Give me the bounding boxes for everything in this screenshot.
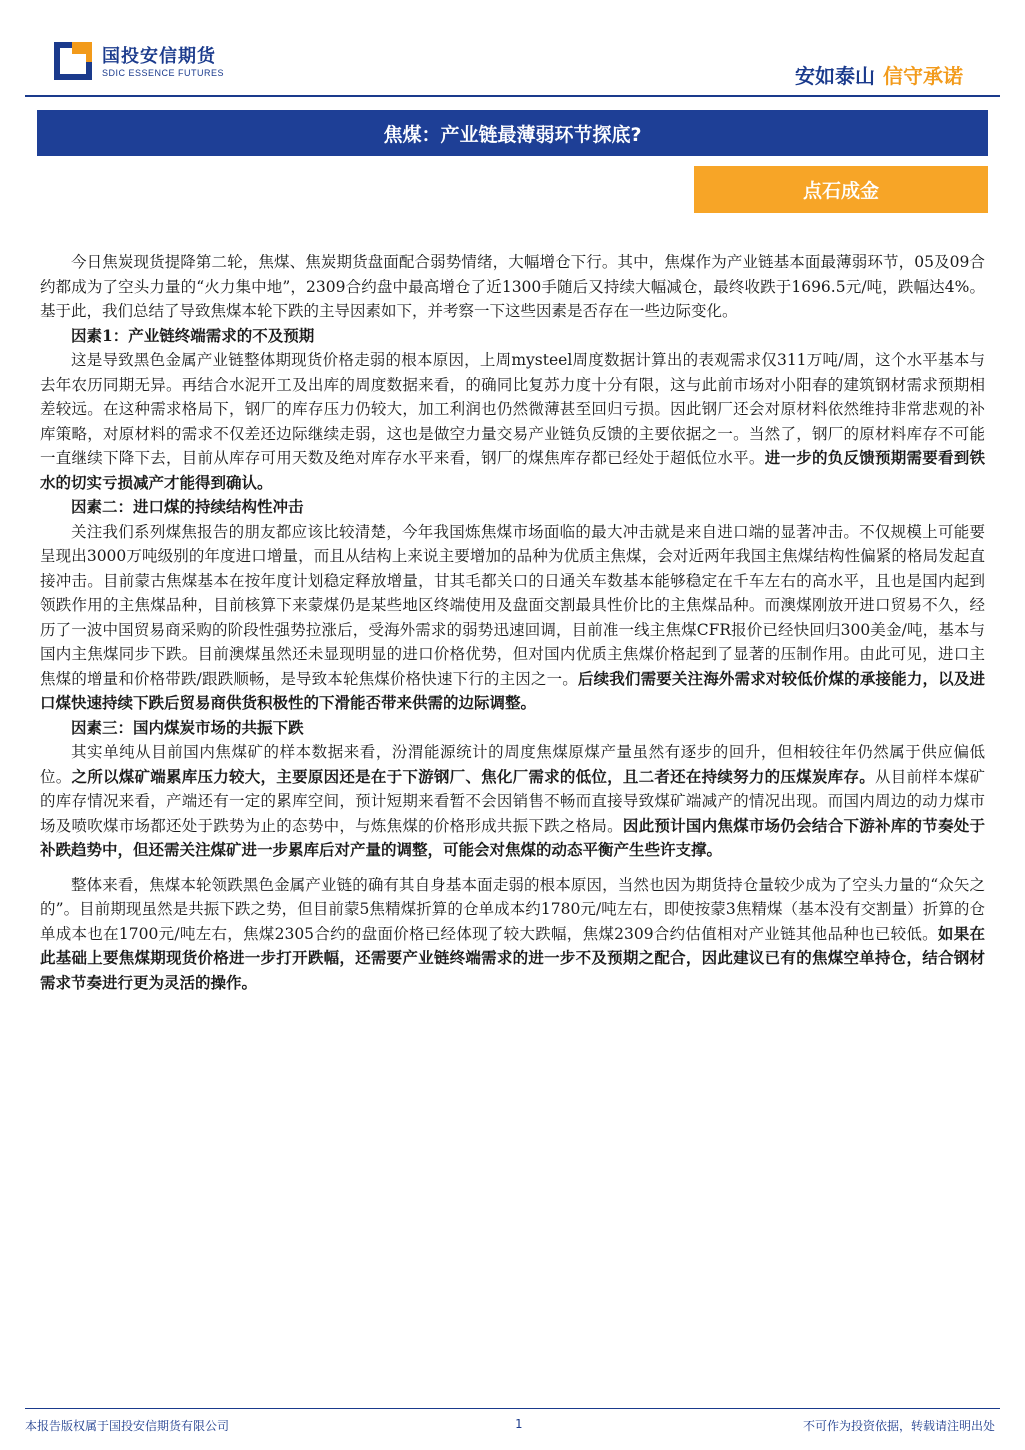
section-3-paragraph bbox=[40, 740, 985, 863]
section-2-conclusion: 后续我们需要关注海外需求对较低价煤的承接能力，以及进口煤快速持续下跌后贸易商供货积极性的下滑能否带来供需的边际调整。 bbox=[40, 668, 985, 712]
section-heading-2: 因素二：进口煤的持续结构性冲击 bbox=[71, 497, 304, 516]
section-2-text: 关注我们系列煤焦报告的朋友都应该比较清楚，今年我国炼焦煤市场面临的最大冲击就是来自进口端的显著冲击。不仅规模上可能要呈现出3000万吨级别的年度进口增量，而且从结构上来说主要增加的品种为优质主焦煤，会对近两年我国主焦煤结构性偏紧的格局发起直接冲击。目前蒙古焦煤基本在按年度计划稳定释放增量，甘其毛都关口的日通关车数基本能够稳定在千车左右的高水平，且也是国内起到领跌作用的主焦煤品种，目前核算下来蒙煤仍是某些地区终端使用及盘面交割最具性价比的主焦煤品种。而澳煤刚放开进口贸易不久，经历了一波中国贸易商采购的阶段性强势拉涨后，受海外需求的弱势迅速回调，目前准一线主焦煤CFR报价已经快回归300美金/吨，基本与国内主焦煤同步下跌。目前澳煤虽然还未显现明显的进口价格优势，但对国内优质主焦煤价格起到了显著的压制作用。由此可见，进口主焦煤的增量和价格带跌/跟跌顺畅，是导致本轮焦煤价格快速下行的主因之一。 bbox=[40, 522, 985, 688]
section-3-text-a: 其实单纯从目前国内焦煤矿的样本数据来看，汾渭能源统计的周度焦煤原煤产量虽然有逐步的回升，但相较往年仍然属于供应偏低位。 bbox=[40, 743, 985, 786]
page-number: 1 bbox=[515, 1417, 523, 1431]
section-3-emphasis-a: 之所以煤矿端累库压力较大，主要原因还是在于下游钢厂、焦化厂需求的低位，且二者还在持续努力的压煤炭库存。 bbox=[71, 766, 875, 786]
section-3-text-b: 从目前样本煤矿的库存情况来看，产端还有一定的累库空间，预计短期来看暂不会因销售不畅而直接导致煤矿端减产的情况出现。而国内周边的动力煤市场及喷吹煤市场都还处于跌势为止的态势中，与炼焦煤的价格形成共振下跌之格局。 bbox=[40, 767, 985, 835]
header-divider bbox=[25, 95, 1000, 97]
logo-english-name: SDIC ESSENCE FUTURES bbox=[102, 68, 225, 78]
slogan-part-1: 安如泰山 bbox=[795, 64, 875, 88]
section-1-conclusion: 进一步的负反馈预期需要看到铁水的切实亏损减产才能得到确认。 bbox=[40, 448, 985, 492]
logo-mark-icon bbox=[52, 40, 94, 82]
section-2-paragraph bbox=[40, 520, 985, 716]
report-body bbox=[40, 250, 985, 995]
section-3-conclusion: 因此预计国内焦煤市场仍会结合下游补库的节奏处于补跌趋势中，但还需关注煤矿进一步累库后对产量的调整，可能会对焦煤的动态平衡产生些许支撑。 bbox=[40, 815, 985, 859]
section-heading-3: 因素三：国内煤炭市场的共振下跌 bbox=[71, 717, 304, 737]
footer-copyright: 本报告版权属于国投安信期货有限公司 bbox=[25, 1419, 230, 1433]
footer-divider bbox=[25, 1408, 1000, 1409]
summary-text: 整体来看，焦煤本轮领跌黑色金属产业链的确有其自身基本面走弱的根本原因，当然也因为期货持仓量较少成为了空头力量的“众矢之的”。目前期现虽然是共振下跌之势，但目前蒙5焦精煤折算的仓单成本约1780元/吨左右，即使按蒙3焦精煤（基本没有交割量）折算的仓单成本也在1700元/吨左右，焦煤2305合约的盘面价格已经体现了较大跌幅，焦煤2309合约估值相对产业链其他品种也已较低。 bbox=[40, 875, 985, 943]
footer-disclaimer: 不可作为投资依据，转载请注明出处 bbox=[802, 1419, 995, 1433]
section-1-paragraph bbox=[40, 348, 985, 495]
section-1-text: 这是导致黑色金属产业链整体期现货价格走弱的根本原因，上周mysteel周度数据计算出的表观需求仅311万吨/周，这个水平基本与去年农历同期无异。再结合水泥开工及出库的周度数据来看，的确同比复苏力度十分有限，这与此前市场对小阳春的建筑钢材需求预期相差较远。在这种需求格局下，钢厂的库存压力仍较大，加工利润也仍然微薄甚至回归亏损。因此钢厂还会对原材料依然维持非常悲观的补库策略，对原材料的需求不仅差还边际继续走弱，这也是做空力量交易产业链负反馈的主要依据之一。当然了，钢厂的原材料库存不可能一直继续下降下去，目前从库存可用天数及绝对库存水平来看，钢厂的煤焦库存都已经处于超低位水平。 bbox=[40, 351, 985, 467]
section-heading-1: 因素1：产业链终端需求的不及预期 bbox=[71, 325, 315, 345]
company-logo bbox=[52, 38, 242, 88]
slogan-part-2: 信守承诺 bbox=[883, 64, 963, 88]
logo-chinese-name: 国投安信期货 bbox=[102, 46, 216, 67]
intro-paragraph: 今日焦炭现货提降第二轮，焦煤、焦炭期货盘面配合弱势情绪，大幅增仓下行。其中，焦煤作为产业链基本面最薄弱环节，05及09合约都成为了空头力量的“火力集中地”，2309合约盘中最高增仓了近1300手随后又持续大幅减仓，最终收跌于1696.5元/吨，跌幅达4%。基于此，我们总结了导致焦煤本轮下跌的主导因素如下，并考察一下这些因素是否存在一些边际变化。 bbox=[40, 253, 985, 320]
summary-paragraph bbox=[40, 873, 985, 996]
column-tag-label: 点石成金 bbox=[802, 180, 879, 202]
company-slogan bbox=[795, 60, 963, 89]
page-header bbox=[0, 0, 1025, 100]
report-title: 焦煤：产业链最薄弱环节探底? bbox=[383, 123, 642, 146]
summary-conclusion: 如果在此基础上要焦煤期现货价格进一步打开跌幅，还需要产业链终端需求的进一步不及预期之配合，因此建议已有的焦煤空单持仓，结合钢材需求节奏进行更为灵活的操作。 bbox=[40, 923, 985, 992]
report-title-bar bbox=[37, 110, 988, 156]
column-tag bbox=[694, 166, 988, 213]
